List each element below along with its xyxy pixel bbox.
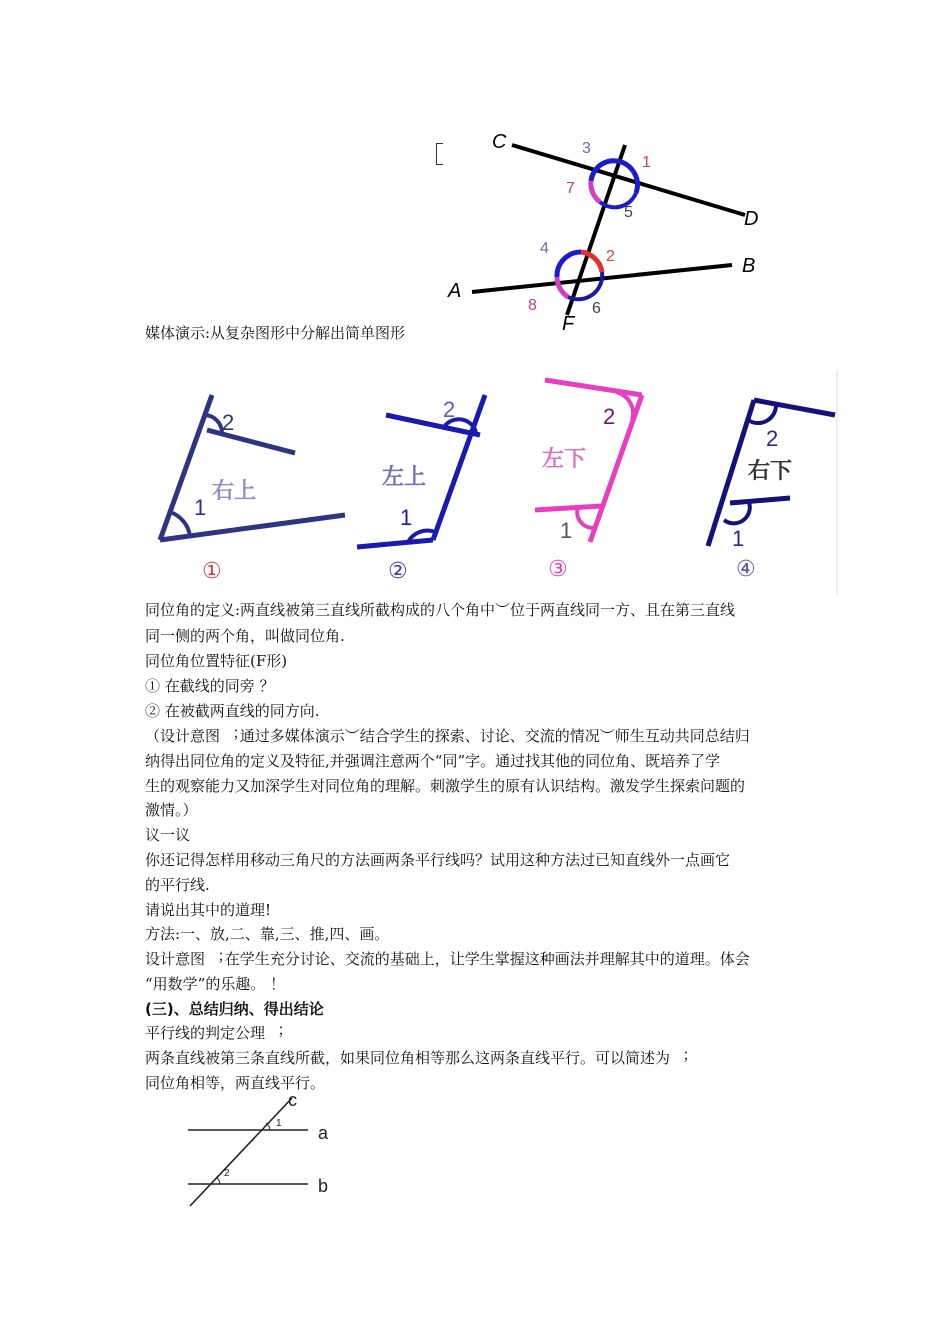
angle-label-5: 5 (624, 204, 633, 221)
discuss-heading: 议一议 (145, 826, 191, 844)
panel-4-angle-2: 2 (766, 426, 779, 451)
label-b: B (742, 255, 756, 277)
panel-1-angle-2: 2 (222, 410, 235, 435)
feature-1: ① 在截线的同旁 ？ (145, 677, 275, 695)
line-c (190, 1098, 292, 1206)
panel-3-num: ③ (548, 556, 568, 581)
panel-2-num: ② (388, 558, 408, 583)
media-caption: 媒体演示:从复杂图形中分解出简单图形 (145, 324, 406, 342)
transversal-figure (440, 125, 780, 335)
angle-7-arc (591, 181, 600, 202)
label-line-b: b (318, 1176, 329, 1196)
panel-1 (160, 395, 345, 583)
feature-2: ② 在被截两直线的同方向. (145, 702, 320, 720)
label-a: A (448, 280, 462, 302)
angle-label-1: 1 (642, 154, 651, 171)
panel-3-angle-2: 2 (603, 404, 616, 429)
panel-4 (708, 400, 835, 581)
intent-line-2: 纳得出同位角的定义及特征,并强调注意两个“同”字。通过找其他的同位角、既培养了学 (145, 752, 721, 770)
feature-title: 同位角位置特征(F形) (145, 652, 288, 670)
question-line-2: 的平行线. (145, 876, 210, 894)
question-line-1: 你还记得怎样用移动三角尺的方法画两条平行线吗？试用这种方法过已知直线外一点画它 (145, 851, 731, 869)
angle-label-6: 6 (592, 300, 601, 317)
corresponding-angle-panels (150, 370, 840, 595)
intent-line-1: （设计意图 ︔通过多媒体演示︶结合学生的探索、讨论、交流的情况︶师生互动共同总结归 (145, 727, 750, 745)
parallel-lines-figure (180, 1092, 350, 1212)
angle-8-arc (557, 277, 568, 297)
panel-3-angle-1: 1 (560, 518, 573, 543)
method-line: 方法:一、放,二、靠,三、推,四、画。 (145, 925, 390, 943)
panel-2-angle-2: 2 (443, 397, 456, 422)
label-angle-1: 1 (276, 1118, 282, 1129)
definition-line-1: 同位角的定义:两直线被第三直线所截构成的八个角中︶位于两直线同一方、且在第三直线 (145, 601, 736, 619)
angle-label-3: 3 (582, 140, 591, 157)
axiom-title: 平行线的判定公理 ︔ (145, 1024, 285, 1042)
panel-2 (357, 395, 485, 583)
panel-3 (535, 380, 642, 581)
reason-prompt: 请说出其中的道理! (145, 901, 272, 919)
angle-4-arc (557, 252, 581, 277)
angle-label-4: 4 (540, 240, 549, 257)
panel-2-angle-1: 1 (400, 505, 413, 530)
intent-line-6: “用数学”的乐趣。 ！ (145, 975, 286, 993)
label-c: C (492, 131, 507, 153)
angle-label-7: 7 (566, 180, 575, 197)
panel-1-angle-1: 1 (194, 495, 207, 520)
panel-1-num: ① (202, 558, 222, 583)
intent-line-3: 生的观察能力又加深学生对同位角的理解。刺激学生的原有认识结构。激发学生探索问题的 (145, 777, 746, 795)
definition-line-2: 同一侧的两个角，叫做同位角. (145, 627, 345, 645)
panel-3-label: 左下 (542, 446, 587, 471)
axiom-short: 同位角相等，两直线平行。 (145, 1074, 326, 1092)
panel-4-angle-1: 1 (732, 526, 745, 551)
section-heading-3: (三)、总结归纳、得出结论 (145, 1000, 324, 1018)
panel-4-label: 右下 (748, 458, 793, 483)
angle-label-8: 8 (528, 297, 537, 314)
intent-line-4: 激情。） (145, 801, 198, 819)
intent-line-5: 设计意图 ︔在学生充分讨论、交流的基础上，让学生掌握这种画法并理解其中的道理。体会 (145, 950, 750, 968)
panel-4-num: ④ (736, 556, 756, 581)
label-d: D (744, 208, 759, 230)
axiom-text: 两条直线被第三条直线所截，如果同位角相等那么这两条直线平行。可以简述为 ︔ (145, 1049, 690, 1067)
panel-2-label: 左上 (382, 464, 427, 489)
angle-label-2: 2 (606, 248, 615, 265)
label-f: F (562, 313, 575, 335)
panel-1-label: 右上 (212, 478, 257, 503)
label-line-c: c (288, 1092, 297, 1110)
label-line-a: a (318, 1123, 329, 1143)
label-angle-2: 2 (224, 1168, 230, 1179)
